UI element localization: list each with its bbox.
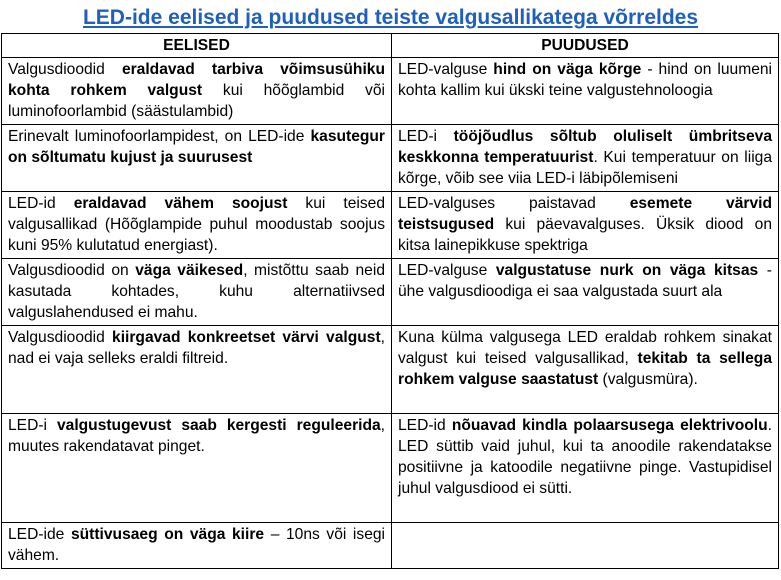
- advantage-cell: [2, 326, 392, 414]
- table-row: [2, 192, 779, 259]
- text: LED-i: [398, 128, 454, 145]
- table-header-row: [2, 34, 779, 58]
- text: kui hõõglambid või luminofoorlambid (säästulambid): [8, 82, 385, 120]
- text: Erinevalt luminofoorlampidest, on LED-ide: [8, 128, 311, 145]
- bold-text: kasutegur on sõltumatu kujust ja suurusest: [8, 128, 385, 166]
- table-row: [2, 414, 779, 523]
- text: Kuna külma valgusega LED eraldab rohkem sinakat valgust kui teised valgusallikad,: [398, 329, 772, 367]
- bold-text: valgustatuse nurk on väga kitsas: [495, 262, 759, 279]
- table-row: [2, 58, 779, 125]
- advantage-cell: [2, 125, 392, 192]
- text: LED-id: [8, 195, 74, 212]
- header-puudused: PUUDUSED: [392, 34, 779, 58]
- text: kui teised valgusallikad (Hõõglampide puhul moodustab soojus kuni 95% kulutatud energiast).: [8, 195, 385, 254]
- bold-text: tekitab ta sellega rohkem valguse saastatust: [398, 350, 772, 388]
- disadvantage-cell: [392, 326, 779, 414]
- bold-text: kiirgavad konkreetset värvi valgust: [112, 329, 381, 346]
- advantage-cell: [2, 259, 392, 326]
- text: LED-valguse: [398, 61, 494, 78]
- text: LED-valguses paistavad: [398, 195, 630, 212]
- text: LED-ide: [8, 526, 71, 543]
- text: Valgusdioodid: [8, 329, 113, 346]
- bold-text: hind on väga kõrge: [493, 61, 642, 78]
- text: Valgusdioodid on: [8, 262, 136, 279]
- text: . LED süttib vaid juhul, kui ta anoodile rakendatakse positiivne ja katoodile negatiivne pinge. Vastupidisel juhul valgusdiood ei sütti.: [398, 417, 772, 497]
- text: , nad ei vaja selleks eraldi filtreid.: [8, 329, 385, 367]
- text: LED-id: [398, 417, 452, 434]
- bold-text: eraldavad tarbiva võimsusühiku kohta rohkem valgust: [8, 61, 385, 99]
- disadvantage-cell: [392, 523, 779, 569]
- table-row: [2, 259, 779, 326]
- disadvantage-cell: [392, 414, 779, 523]
- disadvantage-cell: [392, 58, 779, 125]
- text: . Kui temperatuur on liiga kõrge, võib see viia LED-i läbipõlemiseni: [398, 149, 773, 187]
- disadvantage-cell: [392, 125, 779, 192]
- text: , muutes rakendatavat pinget.: [8, 417, 386, 455]
- advantage-cell: [2, 58, 392, 125]
- page-title: LED-ide eelised ja puudused teiste valgusallikatega võrreldes: [82, 6, 699, 29]
- comparison-table: [1, 33, 779, 569]
- text: LED-valguse: [398, 262, 496, 279]
- bold-text: valgustugevust saab kergesti reguleerida: [56, 417, 381, 434]
- advantage-cell: [2, 192, 392, 259]
- bold-text: süttivusaeg on väga kiire: [70, 526, 265, 543]
- header-eelised: EELISED: [2, 34, 392, 58]
- disadvantage-cell: [392, 192, 779, 259]
- disadvantage-cell: [392, 259, 779, 326]
- text: kui päevavalguses. Üksik diood on kitsa lainepikkuse spektriga: [398, 216, 772, 254]
- text: , mistõttu saab neid kasutada kohtades, kuhu alternatiivsed valguslahendused ei mahu.: [8, 262, 385, 321]
- advantage-cell: [2, 523, 392, 569]
- bold-text: eraldavad vähem soojust: [73, 195, 288, 212]
- advantage-cell: [2, 414, 392, 523]
- text: - ühe valgusdioodiga ei saa valgustada suurt ala: [398, 262, 772, 300]
- table-row: [2, 523, 779, 569]
- bold-text: tööjõudlus sõltub oluliselt ümbritseva keskkonna temperatuurist: [398, 128, 773, 166]
- table-row: [2, 326, 779, 414]
- table-row: [2, 125, 779, 192]
- text: Valgusdioodid: [8, 61, 122, 78]
- text: – 10ns või isegi vähem.: [8, 526, 386, 564]
- text: - hind on luumeni kohta kallim kui ükski teine valgustehnoloogia: [398, 61, 772, 99]
- bold-text: esemete värvid teistsugused: [398, 195, 772, 233]
- text: LED-i: [8, 417, 57, 434]
- bold-text: nõuavad kindla polaarsusega elektrivoolu: [451, 417, 768, 434]
- text: (valgusmüra).: [598, 371, 698, 388]
- bold-text: väga väikesed: [135, 262, 244, 279]
